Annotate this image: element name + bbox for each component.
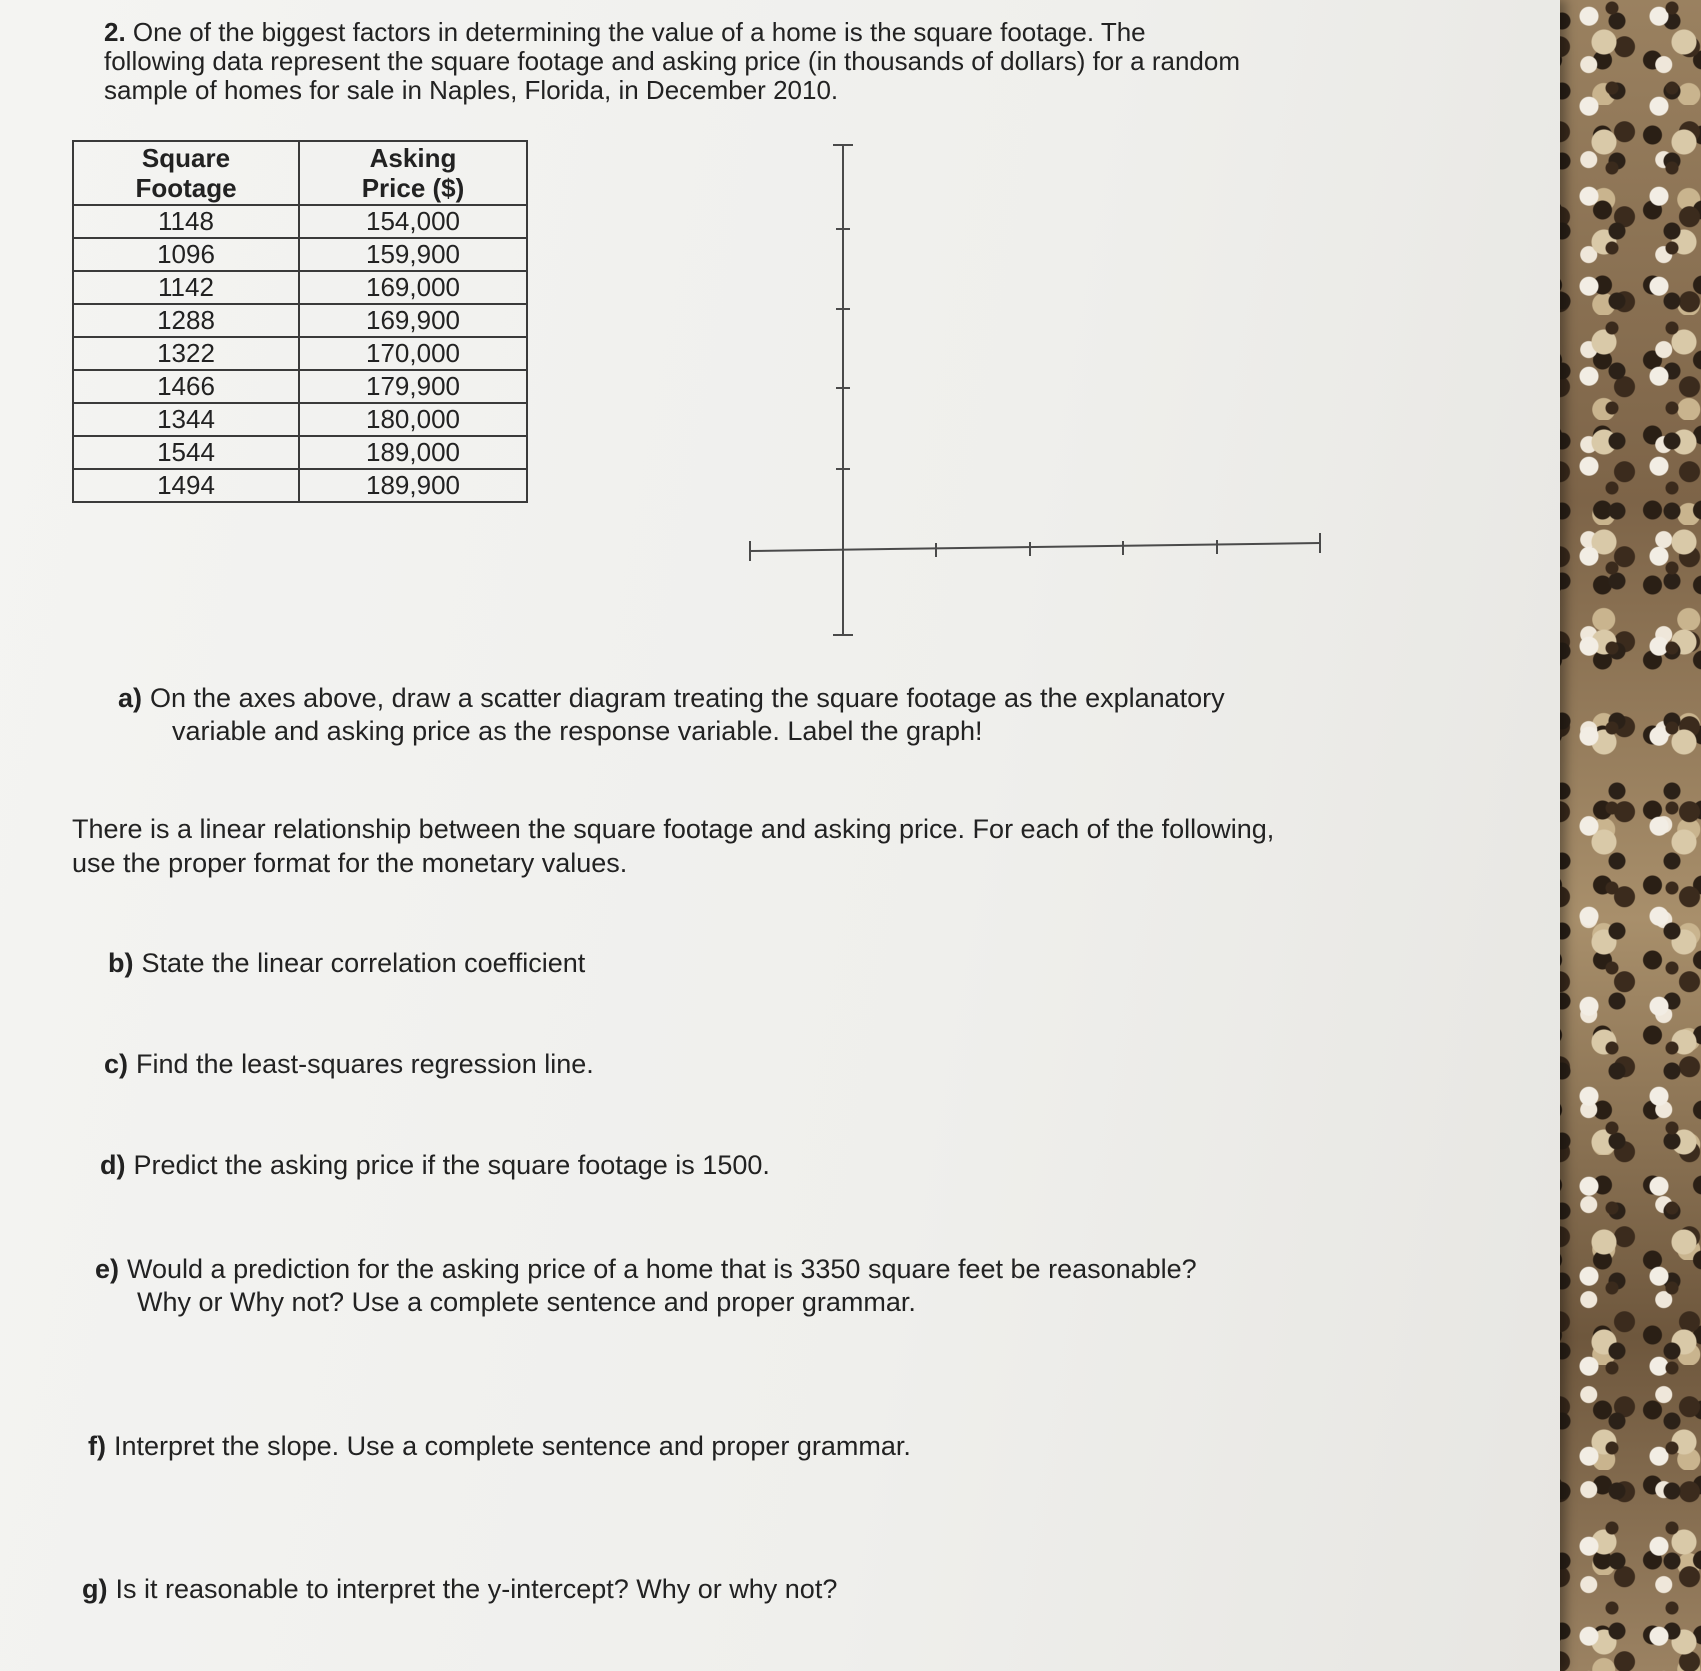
header-asking-price: Asking Price ($) — [299, 141, 527, 205]
square-footage-cell: 1148 — [73, 205, 299, 238]
table-row — [73, 370, 527, 403]
question-g: g) Is it reasonable to interpret the y-intercept? Why or why not? — [82, 1574, 838, 1604]
blank-graph-axes[interactable] — [740, 135, 1340, 645]
table-row — [73, 238, 527, 271]
asking-price-cell: 169,000 — [299, 271, 527, 304]
square-footage-cell: 1288 — [73, 304, 299, 337]
question-g-label: g) — [82, 1574, 108, 1604]
asking-price-cell: 189,900 — [299, 469, 527, 502]
asking-price-cell: 154,000 — [299, 205, 527, 238]
header-square-footage: Square Footage — [73, 141, 299, 205]
asking-price-cell: 179,900 — [299, 370, 527, 403]
linear-relationship-note: There is a linear relationship between the square footage and asking price. For each of the following, use the proper format for the monetary values. — [72, 814, 1275, 878]
question-e: e) Would a prediction for the asking price of a home that is 3350 square feet be reasonable? Why or Why not? Use a complete sentence and proper grammar. — [95, 1254, 1197, 1317]
table-row — [73, 271, 527, 304]
question-f: f) Interpret the slope. Use a complete sentence and proper grammar. — [88, 1431, 911, 1461]
square-footage-cell: 1142 — [73, 271, 299, 304]
asking-price-cell: 180,000 — [299, 403, 527, 436]
intro-line-3: sample of homes for sale in Naples, Florida, in December 2010. — [104, 75, 839, 105]
square-footage-cell: 1494 — [73, 469, 299, 502]
table-row — [73, 436, 527, 469]
question-f-label: f) — [88, 1431, 106, 1461]
square-footage-cell: 1466 — [73, 370, 299, 403]
countertop-background — [1540, 0, 1701, 1671]
question-b: b) State the linear correlation coefficient — [108, 948, 586, 978]
table-header-row — [73, 141, 527, 205]
asking-price-cell: 159,900 — [299, 238, 527, 271]
intro-line-1: One of the biggest factors in determining the value of a home is the square footage. The — [132, 17, 1146, 47]
square-footage-cell: 1544 — [73, 436, 299, 469]
asking-price-cell: 169,900 — [299, 304, 527, 337]
table-row — [73, 304, 527, 337]
question-b-label: b) — [108, 948, 134, 978]
question-d-label: d) — [100, 1150, 126, 1180]
asking-price-cell: 170,000 — [299, 337, 527, 370]
question-a: a) On the axes above, draw a scatter diagram treating the square footage as the explanatory variable and asking price as the response variable. Label the graph! — [118, 683, 1225, 746]
question-a-label: a) — [118, 683, 143, 713]
table-row — [73, 469, 527, 502]
data-table — [72, 140, 528, 503]
table-row — [73, 205, 527, 238]
intro-line-2: following data represent the square footage and asking price (in thousands of dollars) for a random — [104, 46, 1241, 76]
table-row — [73, 337, 527, 370]
asking-price-cell: 189,000 — [299, 436, 527, 469]
question-d: d) Predict the asking price if the square footage is 1500. — [100, 1150, 770, 1180]
square-footage-cell: 1096 — [73, 238, 299, 271]
problem-intro — [104, 18, 1404, 105]
question-e-label: e) — [95, 1254, 120, 1284]
square-footage-cell: 1322 — [73, 337, 299, 370]
square-footage-cell: 1344 — [73, 403, 299, 436]
x-axis — [750, 543, 1320, 551]
table-row — [73, 403, 527, 436]
problem-number: 2. — [104, 17, 126, 47]
question-c-label: c) — [104, 1049, 129, 1079]
question-c: c) Find the least-squares regression line. — [104, 1049, 594, 1079]
